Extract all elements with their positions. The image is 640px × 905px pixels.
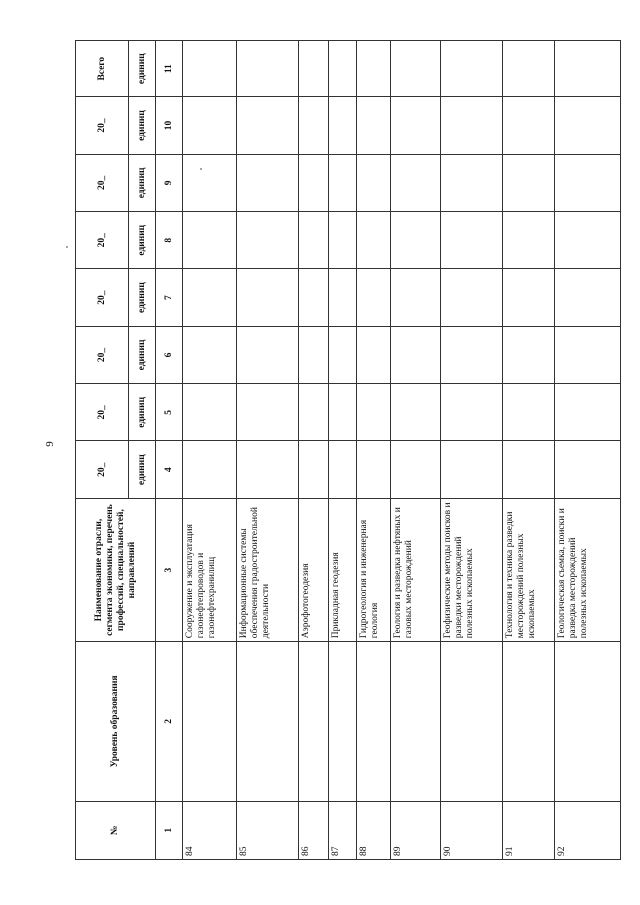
- row-value-cell: [441, 441, 503, 498]
- table-row: [183, 41, 237, 860]
- row-value-cell: [555, 41, 621, 97]
- header-year: 20_: [76, 154, 129, 211]
- col-number: 11: [156, 41, 183, 97]
- header-unit: единиц: [129, 384, 156, 441]
- row-value-cell: [183, 41, 237, 97]
- header-unit: единиц: [129, 269, 156, 326]
- row-name: Аэрофотогеодезия: [299, 498, 329, 641]
- rotated-table-container: [75, 40, 605, 860]
- row-value-cell: [329, 384, 357, 441]
- header-year: 20_: [76, 326, 129, 383]
- row-value-cell: [357, 154, 391, 211]
- row-level: [183, 642, 237, 801]
- row-value-cell: [391, 212, 441, 269]
- row-level: [299, 642, 329, 801]
- row-level: [441, 642, 503, 801]
- table-row: [357, 41, 391, 860]
- row-value-cell: [391, 97, 441, 154]
- row-value-cell: [555, 441, 621, 498]
- row-value-cell: [299, 212, 329, 269]
- row-value-cell: [357, 441, 391, 498]
- row-value-cell: [299, 384, 329, 441]
- row-value-cell: [391, 441, 441, 498]
- row-value-cell: [183, 212, 237, 269]
- table-row: [441, 41, 503, 860]
- row-name: Информационные системы обеспечения градостроительной деятельности: [237, 498, 299, 641]
- header-unit: единиц: [129, 212, 156, 269]
- row-value-cell: [299, 97, 329, 154]
- row-number: 89: [391, 801, 441, 859]
- row-value-cell: [357, 326, 391, 383]
- row-value-cell: [183, 269, 237, 326]
- scan-speck: [200, 168, 202, 170]
- row-number: 88: [357, 801, 391, 859]
- row-value-cell: [357, 384, 391, 441]
- row-name: Геология и разведка нефтяных и газовых месторождений: [391, 498, 441, 641]
- row-value-cell: [183, 326, 237, 383]
- header-year: 20_: [76, 441, 129, 498]
- row-level: [503, 642, 555, 801]
- row-value-cell: [391, 154, 441, 211]
- row-value-cell: [503, 212, 555, 269]
- row-value-cell: [183, 384, 237, 441]
- scan-speck: [66, 246, 68, 248]
- row-value-cell: [391, 269, 441, 326]
- row-number: 84: [183, 801, 237, 859]
- row-number: 85: [237, 801, 299, 859]
- row-value-cell: [183, 97, 237, 154]
- row-value-cell: [441, 41, 503, 97]
- header-year: 20_: [76, 97, 129, 154]
- row-number: 92: [555, 801, 621, 859]
- header-unit: единиц: [129, 326, 156, 383]
- table-row: [503, 41, 555, 860]
- table-row: [555, 41, 621, 860]
- header-name: Наименование отрасли, сегмента экономики, перечень профессий, специальностей, направлений: [76, 498, 156, 641]
- row-value-cell: [299, 269, 329, 326]
- header-unit: единиц: [129, 441, 156, 498]
- row-level: [237, 642, 299, 801]
- row-value-cell: [555, 384, 621, 441]
- row-name: Сооружение и эксплуатация газонефтепроводов и газонефтехранилищ: [183, 498, 237, 641]
- col-number: 6: [156, 326, 183, 383]
- row-value-cell: [237, 326, 299, 383]
- header-total: Всего: [76, 41, 129, 97]
- header-level: Уровень образования: [76, 642, 156, 801]
- row-value-cell: [555, 269, 621, 326]
- row-value-cell: [237, 41, 299, 97]
- col-number: 4: [156, 441, 183, 498]
- row-value-cell: [237, 441, 299, 498]
- row-value-cell: [441, 269, 503, 326]
- row-value-cell: [329, 441, 357, 498]
- row-value-cell: [183, 441, 237, 498]
- row-name: Прикладная геодезия: [329, 498, 357, 641]
- row-level: [329, 642, 357, 801]
- row-value-cell: [299, 441, 329, 498]
- header-unit: единиц: [129, 154, 156, 211]
- row-value-cell: [357, 269, 391, 326]
- row-value-cell: [183, 154, 237, 211]
- row-value-cell: [503, 384, 555, 441]
- row-value-cell: [357, 97, 391, 154]
- row-name: Геологическая съемка, поиски и разведка месторождений полезных ископаемых: [555, 498, 621, 641]
- row-value-cell: [555, 212, 621, 269]
- row-value-cell: [329, 97, 357, 154]
- row-number: 86: [299, 801, 329, 859]
- row-value-cell: [299, 154, 329, 211]
- header-num: №: [76, 801, 156, 859]
- row-value-cell: [237, 269, 299, 326]
- table-row: [237, 41, 299, 860]
- col-number: 5: [156, 384, 183, 441]
- col-number: 7: [156, 269, 183, 326]
- row-value-cell: [391, 326, 441, 383]
- row-name: Технология и техника разведки месторождений полезных ископаемых: [503, 498, 555, 641]
- row-value-cell: [555, 154, 621, 211]
- row-value-cell: [299, 41, 329, 97]
- row-value-cell: [503, 441, 555, 498]
- row-value-cell: [503, 154, 555, 211]
- header-unit: единиц: [129, 97, 156, 154]
- row-value-cell: [441, 212, 503, 269]
- row-value-cell: [441, 97, 503, 154]
- row-level: [357, 642, 391, 801]
- header-year: 20_: [76, 384, 129, 441]
- row-value-cell: [555, 326, 621, 383]
- row-level: [391, 642, 441, 801]
- row-value-cell: [441, 384, 503, 441]
- row-value-cell: [237, 212, 299, 269]
- row-value-cell: [555, 97, 621, 154]
- row-value-cell: [329, 41, 357, 97]
- table-row: [329, 41, 357, 860]
- row-name: Геофизические методы поисков и разведки месторождений полезных ископаемых: [441, 498, 503, 641]
- row-value-cell: [329, 326, 357, 383]
- col-number: 1: [156, 801, 183, 859]
- row-value-cell: [237, 384, 299, 441]
- row-value-cell: [503, 97, 555, 154]
- row-value-cell: [441, 154, 503, 211]
- header-unit: единиц: [129, 41, 156, 97]
- row-number: 91: [503, 801, 555, 859]
- header-year: 20_: [76, 269, 129, 326]
- row-level: [555, 642, 621, 801]
- col-number: 10: [156, 97, 183, 154]
- row-value-cell: [357, 212, 391, 269]
- table-row: [391, 41, 441, 860]
- row-value-cell: [237, 154, 299, 211]
- row-value-cell: [503, 269, 555, 326]
- row-value-cell: [329, 212, 357, 269]
- row-value-cell: [237, 97, 299, 154]
- row-value-cell: [299, 326, 329, 383]
- col-number: 9: [156, 154, 183, 211]
- row-value-cell: [329, 269, 357, 326]
- row-value-cell: [329, 154, 357, 211]
- col-number: 8: [156, 212, 183, 269]
- row-number: 90: [441, 801, 503, 859]
- row-value-cell: [441, 326, 503, 383]
- page-number: 9: [43, 441, 56, 447]
- table-row: [299, 41, 329, 860]
- row-value-cell: [503, 326, 555, 383]
- col-number: 3: [156, 498, 183, 641]
- row-value-cell: [357, 41, 391, 97]
- row-value-cell: [503, 41, 555, 97]
- header-year: 20_: [76, 212, 129, 269]
- row-name: Гидрогеология и инженерная геология: [357, 498, 391, 641]
- row-number: 87: [329, 801, 357, 859]
- education-table: [75, 40, 621, 860]
- row-value-cell: [391, 41, 441, 97]
- col-number: 2: [156, 642, 183, 801]
- row-value-cell: [391, 384, 441, 441]
